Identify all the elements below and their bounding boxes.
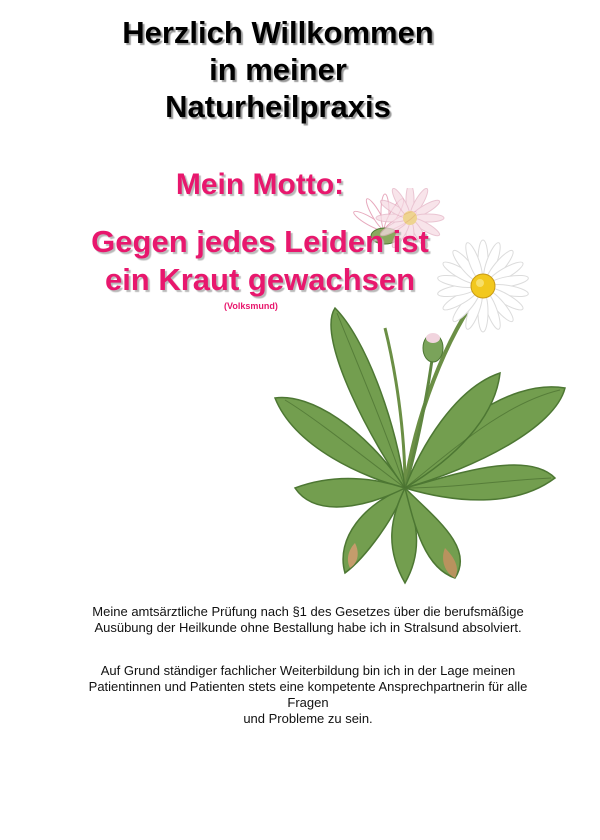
exam-line-2: Ausübung der Heilkunde ohne Bestallung habe ich in Stralsund absolviert. [94, 620, 522, 635]
motto-label: Mein Motto: [175, 168, 345, 201]
welcome-heading [0, 14, 556, 125]
welcome-line-2: in meiner [209, 52, 347, 87]
training-line-3: Fragen [287, 695, 329, 710]
training-line-2: Patientinnen und Patienten stets eine kompetente Ansprechpartnerin für alle [88, 679, 528, 694]
motto-line-2: ein Kraut gewachsen [104, 262, 416, 297]
motto-quote [0, 223, 520, 299]
welcome-line-1: Herzlich Willkommen [122, 15, 434, 50]
exam-line-1: Meine amtsärztliche Prüfung nach §1 des Gesetzes über die berufsmäßige [92, 604, 524, 619]
welcome-line-3: Naturheilpraxis [165, 89, 391, 124]
training-paragraph [14, 663, 600, 727]
training-line-4: und Probleme zu sein. [243, 711, 373, 726]
training-line-1: Auf Grund ständiger fachlicher Weiterbildung bin ich in der Lage meinen [100, 663, 516, 678]
exam-paragraph [14, 604, 600, 636]
motto-source: (Volksmund) [224, 301, 278, 311]
motto-line-1: Gegen jedes Leiden ist [91, 224, 429, 259]
